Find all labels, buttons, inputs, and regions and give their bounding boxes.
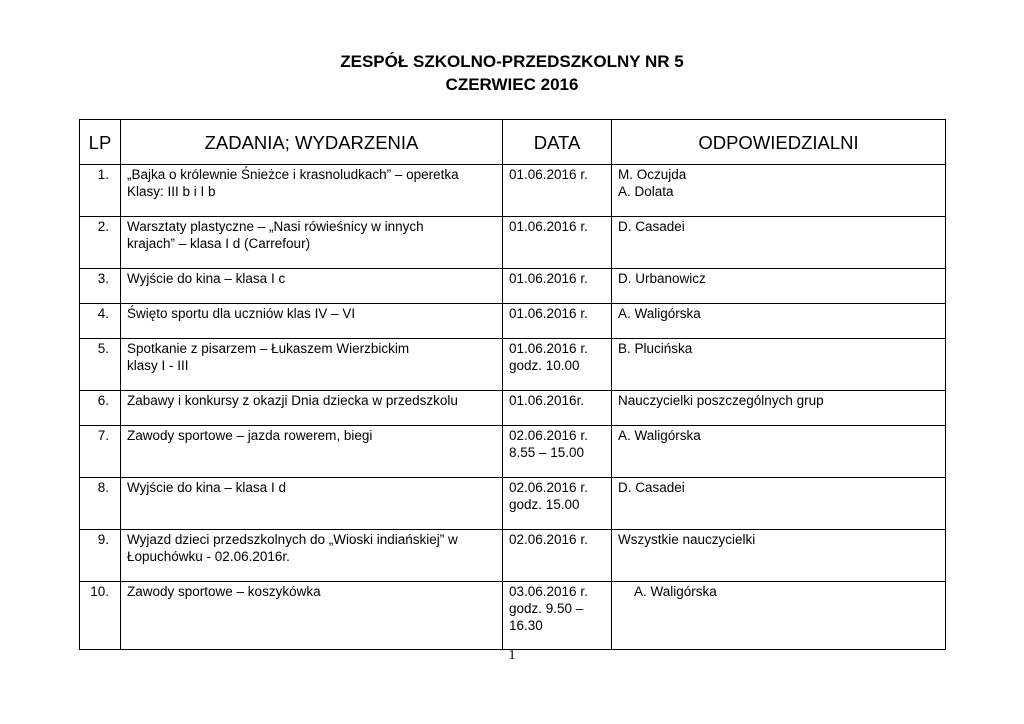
cell-task-text: Zabawy i konkursy z okazji Dnia dziecka w przedszkolu [127,393,458,408]
cell-responsible [612,269,946,304]
document-subtitle: CZERWIEC 2016 [445,75,579,94]
cell-responsible-text: D. Casadei [618,480,685,495]
cell-task-text: Święto sportu dla uczniów klas IV – VI [127,306,356,321]
column-header-responsible: ODPOWIEDZIALNI [612,120,946,165]
cell-task [121,478,503,530]
cell-task [121,339,503,391]
cell-task-text: Zawody sportowe – koszykówka [127,584,321,599]
table-row [80,165,946,217]
table-row [80,269,946,304]
cell-lp-text: 5. [97,341,109,356]
cell-date-text: 02.06.2016 r. 8.55 – 15.00 [509,428,588,460]
cell-lp-text: 7. [97,428,109,443]
cell-responsible [612,217,946,269]
cell-lp [80,304,121,339]
cell-lp-text: 6. [97,393,109,408]
cell-task-text: Wyjście do kina – klasa I c [127,271,286,286]
cell-date [503,530,612,582]
cell-lp [80,165,121,217]
cell-date [503,391,612,426]
cell-lp-text: 9. [97,532,109,547]
cell-lp [80,582,121,650]
cell-task [121,530,503,582]
cell-responsible [612,530,946,582]
cell-date-text: 02.06.2016 r. [509,532,588,547]
cell-task [121,165,503,217]
table-row [80,582,946,650]
cell-task [121,582,503,650]
cell-date [503,269,612,304]
cell-date-text: 01.06.2016 r. [509,167,588,182]
cell-date [503,165,612,217]
cell-responsible [612,478,946,530]
cell-lp [80,478,121,530]
cell-lp [80,391,121,426]
cell-responsible-text: A. Waligórska [634,584,717,599]
table-row [80,217,946,269]
cell-task-text: Zawody sportowe – jazda rowerem, biegi [127,428,373,443]
document-title: ZESPÓŁ SZKOLNO-PRZEDSZKOLNY NR 5 [340,52,684,71]
page-number: 1 [508,648,516,663]
cell-lp-text: 8. [97,480,109,495]
column-header-lp: LP [80,120,121,165]
cell-task-text: Spotkanie z pisarzem – Łukaszem Wierzbickim klasy I - III [127,341,410,373]
table-row [80,478,946,530]
cell-task [121,426,503,478]
cell-date-text: 01.06.2016 r. godz. 10.00 [509,341,588,373]
cell-responsible [612,391,946,426]
cell-lp-text: 3. [97,271,109,286]
schedule-table [79,119,946,650]
cell-responsible-text: B. Plucińska [618,341,693,356]
cell-date-text: 03.06.2016 r. godz. 9.50 – 16.30 [509,584,588,633]
cell-date-text: 01.06.2016 r. [509,219,588,234]
cell-date-text: 01.06.2016 r. [509,306,588,321]
cell-task [121,304,503,339]
cell-date-text: 01.06.2016r. [509,393,585,408]
cell-responsible-text: D. Urbanowicz [618,271,706,286]
cell-lp [80,217,121,269]
cell-responsible [612,426,946,478]
cell-task [121,217,503,269]
cell-responsible-text: A. Waligórska [618,306,701,321]
cell-date [503,478,612,530]
cell-date [503,339,612,391]
cell-lp [80,269,121,304]
table-row [80,426,946,478]
cell-date-text: 02.06.2016 r. godz. 15.00 [509,480,588,512]
table-row [80,304,946,339]
cell-date [503,217,612,269]
cell-task [121,391,503,426]
cell-responsible [612,339,946,391]
cell-responsible-text: A. Waligórska [618,428,701,443]
cell-responsible [612,304,946,339]
table-row [80,530,946,582]
column-header-date: DATA [503,120,612,165]
cell-responsible-text: Nauczycielki poszczególnych grup [618,393,824,408]
column-header-task: ZADANIA; WYDARZENIA [121,120,503,165]
cell-responsible [612,165,946,217]
cell-responsible [612,582,946,650]
cell-lp [80,426,121,478]
cell-lp-text: 4. [97,306,109,321]
cell-date [503,582,612,650]
cell-responsible-text: Wszystkie nauczycielki [618,532,756,547]
cell-task-text: „Bajka o królewnie Śnieżce i krasnoludkach” – operetka Klasy: III b i I b [127,167,459,199]
cell-responsible-text: M. Oczujda A. Dolata [618,167,687,199]
cell-task [121,269,503,304]
cell-task-text: Wyjazd dzieci przedszkolnych do „Wioski indiańskiej” w Łopuchówku - 02.06.2016r. [127,532,458,564]
cell-lp [80,339,121,391]
cell-task-text: Wyjście do kina – klasa I d [127,480,286,495]
table-row [80,339,946,391]
cell-date [503,426,612,478]
table-row [80,391,946,426]
table-header-row [80,120,946,165]
cell-date [503,304,612,339]
cell-lp-text: 1. [97,167,109,182]
cell-lp-text: 10. [90,584,109,599]
cell-lp-text: 2. [97,219,109,234]
cell-task-text: Warsztaty plastyczne – „Nasi rówieśnicy w innych krajach” – klasa I d (Carrefour) [127,219,424,251]
cell-lp [80,530,121,582]
cell-date-text: 01.06.2016 r. [509,271,588,286]
cell-responsible-text: D. Casadei [618,219,685,234]
